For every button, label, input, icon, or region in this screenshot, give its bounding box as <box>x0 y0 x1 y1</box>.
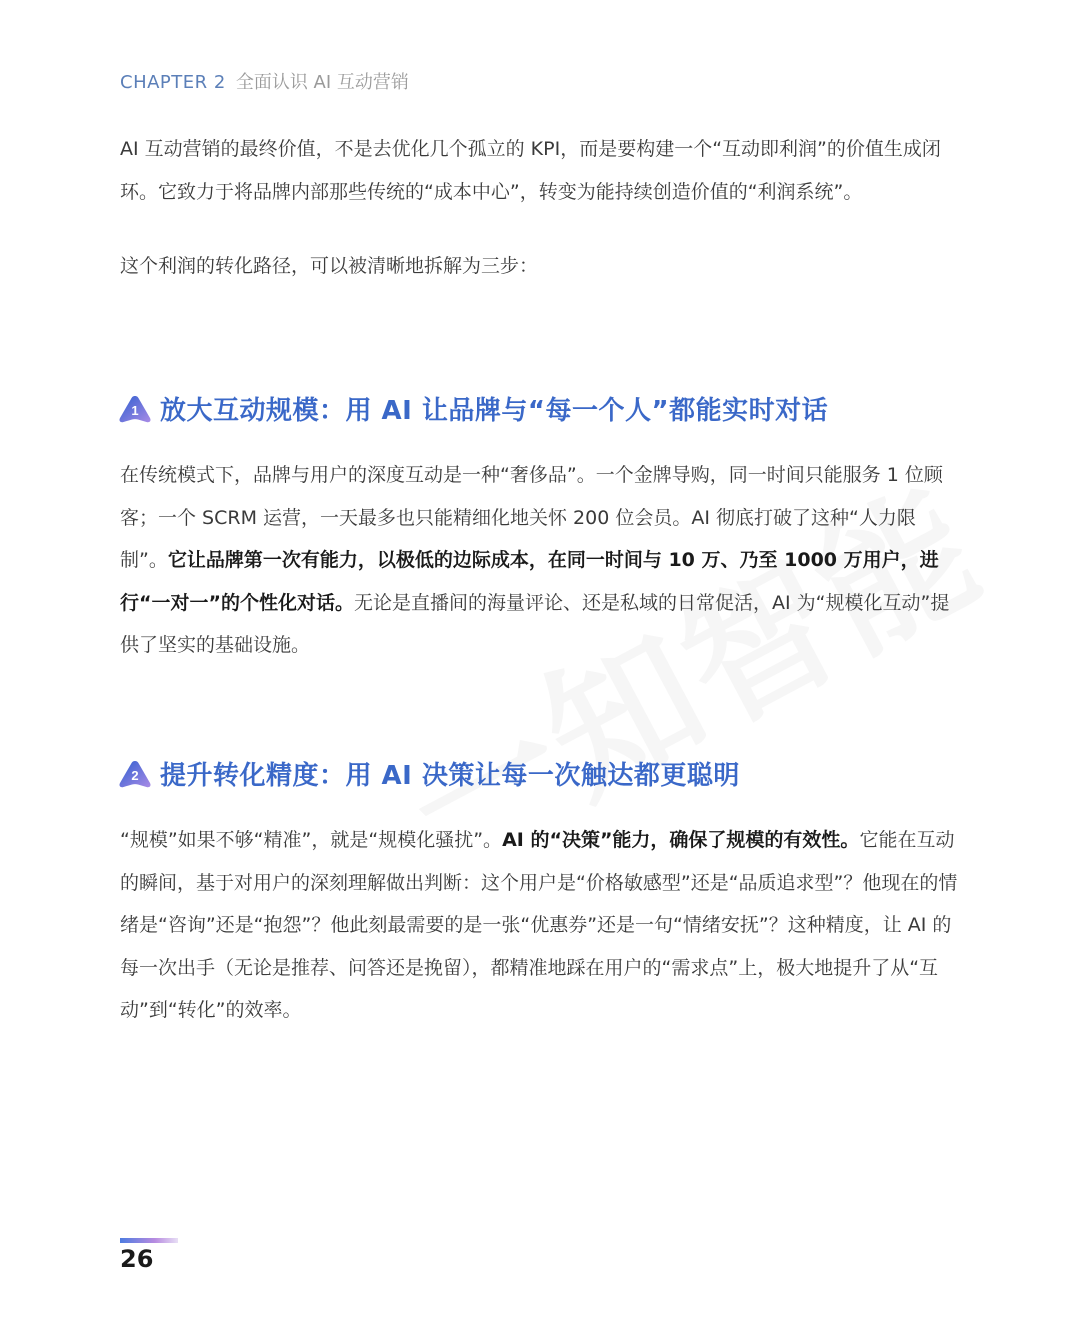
section-1-body: 在传统模式下，品牌与用户的深度互动是一种“奢侈品”。一个金牌导购，同一时间只能服务 1 位顾客；一个 SCRM 运营，一天最多也只能精细化地关怀 200 位会员。AI 彻底打破了这种“人力限制”。它让品牌第一次有能力，以极低的边际成本，在同一时间与 10 万、乃至 1000 万用户，进行“一对一”的个性化对话。无论是直播间的海量评论、还是私域的日常促活，AI 为“规模化互动”提供了坚实的基础设施。 <box>120 464 950 656</box>
intro-paragraph-2: 这个利润的转化路径，可以被清晰地拆解为三步： <box>120 255 539 277</box>
number-badge-2-icon <box>118 759 152 789</box>
svg-text:2: 2 <box>131 767 139 783</box>
section-1-highlight: 它让品牌第一次有能力，以极低的边际成本，在同一时间与 10 万、乃至 1000 万用户，进行“一对一”的个性化对话。 <box>120 549 939 614</box>
intro-paragraph-1: AI 互动营销的最终价值，不是去优化几个孤立的 KPI，而是要构建一个“互动即利润”的价值生成闭环。它致力于将品牌内部那些传统的“成本中心”，转变为能持续创造价值的“利润系统”。 <box>120 138 941 203</box>
page-header <box>120 68 409 94</box>
section-1-heading <box>118 390 828 427</box>
page-number-bar <box>120 1238 178 1243</box>
section-1-title: 放大互动规模：用 AI 让品牌与“每一个人”都能实时对话 <box>160 396 829 426</box>
chapter-title: 全面认识 AI 互动营销 <box>235 72 409 93</box>
svg-text:1: 1 <box>131 402 139 418</box>
chapter-label: CHAPTER 2 <box>120 72 226 93</box>
number-badge-1-icon <box>118 394 152 424</box>
section-2-highlight: AI 的“决策”能力，确保了规模的有效性。 <box>502 829 860 851</box>
section-2-body: “规模”如果不够“精准”，就是“规模化骚扰”。AI 的“决策”能力，确保了规模的有效性。它能在互动的瞬间，基于对用户的深刻理解做出判断：这个用户是“价格敏感型”还是“品质追求型”？他现在的情绪是“咨询”还是“抱怨”？他此刻最需要的是一张“优惠券”还是一句“情绪安抚”？这种精度，让 AI 的每一次出手（无论是推荐、问答还是挽留），都精准地踩在用户的“需求点”上，极大地提升了从“互动”到“转化”的效率。 <box>120 829 958 1021</box>
page-number: 26 <box>120 1245 154 1273</box>
section-2-title: 提升转化精度：用 AI 决策让每一次触达都更聪明 <box>160 761 740 791</box>
section-2-heading <box>118 755 740 792</box>
